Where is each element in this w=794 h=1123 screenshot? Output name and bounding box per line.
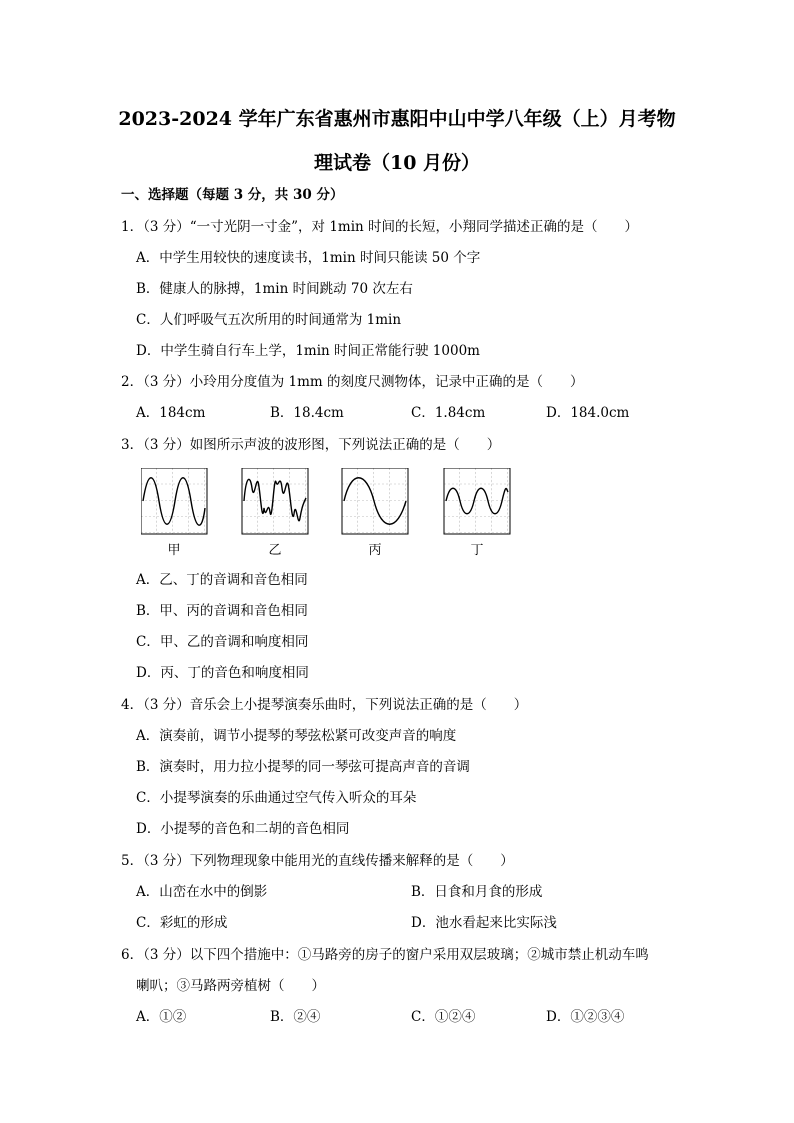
q5-option-b: B．日食和月食的形成 [411,884,543,900]
section-heading: 一、选择题（每题 3 分，共 30 分） [121,187,344,203]
q5-option-c: C．彩虹的形成 [136,915,228,931]
q3-option-a: A．乙、丁的音调和音色相同 [136,572,308,588]
exam-title-line-1: 2023-2024 学年广东省惠州市惠阳中山中学八年级（上）月考物 [118,108,676,130]
q1-option-b: B．健康人的脉搏，1min 时间跳动 70 次左右 [136,281,413,297]
waveform-bing [342,468,408,534]
waveform-label-yi: 乙 [268,543,282,558]
q1-stem: 1．（3 分）“一寸光阴一寸金”，对 1min 时间的长短，小翔同学描述正确的是（ ） [121,219,639,235]
waveform-label-jia: 甲 [167,543,181,558]
q4-option-c: C．小提琴演奏的乐曲通过空气传入听众的耳朵 [136,790,417,806]
q2-option-d: D．184.0cm [546,405,630,421]
q2-stem: 2．（3 分）小玲用分度值为 1mm 的刻度尺测物体，记录中正确的是（ ） [121,374,584,390]
q4-stem: 4．（3 分）音乐会上小提琴演奏乐曲时，下列说法正确的是（ ） [121,697,528,713]
q5-stem: 5．（3 分）下列物理现象中能用光的直线传播来解释的是（ ） [121,853,514,869]
exam-title-line-2: 理试卷（10 月份） [313,152,481,174]
q1-option-a: A．中学生用较快的速度读书，1min 时间只能读 50 个字 [136,250,481,266]
q3-option-d: D．丙、丁的音色和响度相同 [136,665,309,681]
q3-stem: 3．（3 分）如图所示声波的波形图，下列说法正确的是（ ） [121,437,501,453]
q6-option-c: C．①②④ [411,1009,476,1025]
q2-option-a: A．184cm [136,405,206,421]
q2-option-b: B．18.4cm [270,405,344,421]
q3-option-c: C．甲、乙的音调和响度相同 [136,634,309,650]
q1-option-c: C．人们呼吸气五次所用的时间通常为 1min [136,312,402,328]
waveform-ding [444,468,510,534]
waveform-figure [141,468,521,563]
waveform-label-bing: 丙 [368,543,382,558]
q6-stem-line-2: 喇叭；③马路两旁植树（ ） [136,978,325,994]
waveform-label-ding: 丁 [470,543,484,558]
q1-option-d: D．中学生骑自行车上学，1min 时间正常能行驶 1000m [136,343,480,359]
q6-option-d: D．①②③④ [546,1009,625,1025]
q4-option-d: D．小提琴的音色和二胡的音色相同 [136,821,350,837]
q4-option-b: B．演奏时，用力拉小提琴的同一琴弦可提高声音的音调 [136,759,470,775]
waveform-jia [141,468,207,534]
q5-option-a: A．山峦在水中的倒影 [136,884,268,900]
q4-option-a: A．演奏前，调节小提琴的琴弦松紧可改变声音的响度 [136,728,457,744]
q6-stem-line-1: 6．（3 分）以下四个措施中：①马路旁的房子的窗户采用双层玻璃；②城市禁止机动车鸣 [121,947,649,963]
q3-option-b: B．甲、丙的音调和音色相同 [136,603,308,619]
waveform-yi [242,468,308,534]
q6-option-a: A．①② [136,1009,187,1025]
q6-option-b: B．②④ [270,1009,321,1025]
q5-option-d: D．池水看起来比实际浅 [411,915,557,931]
q2-option-c: C．1.84cm [411,405,486,421]
